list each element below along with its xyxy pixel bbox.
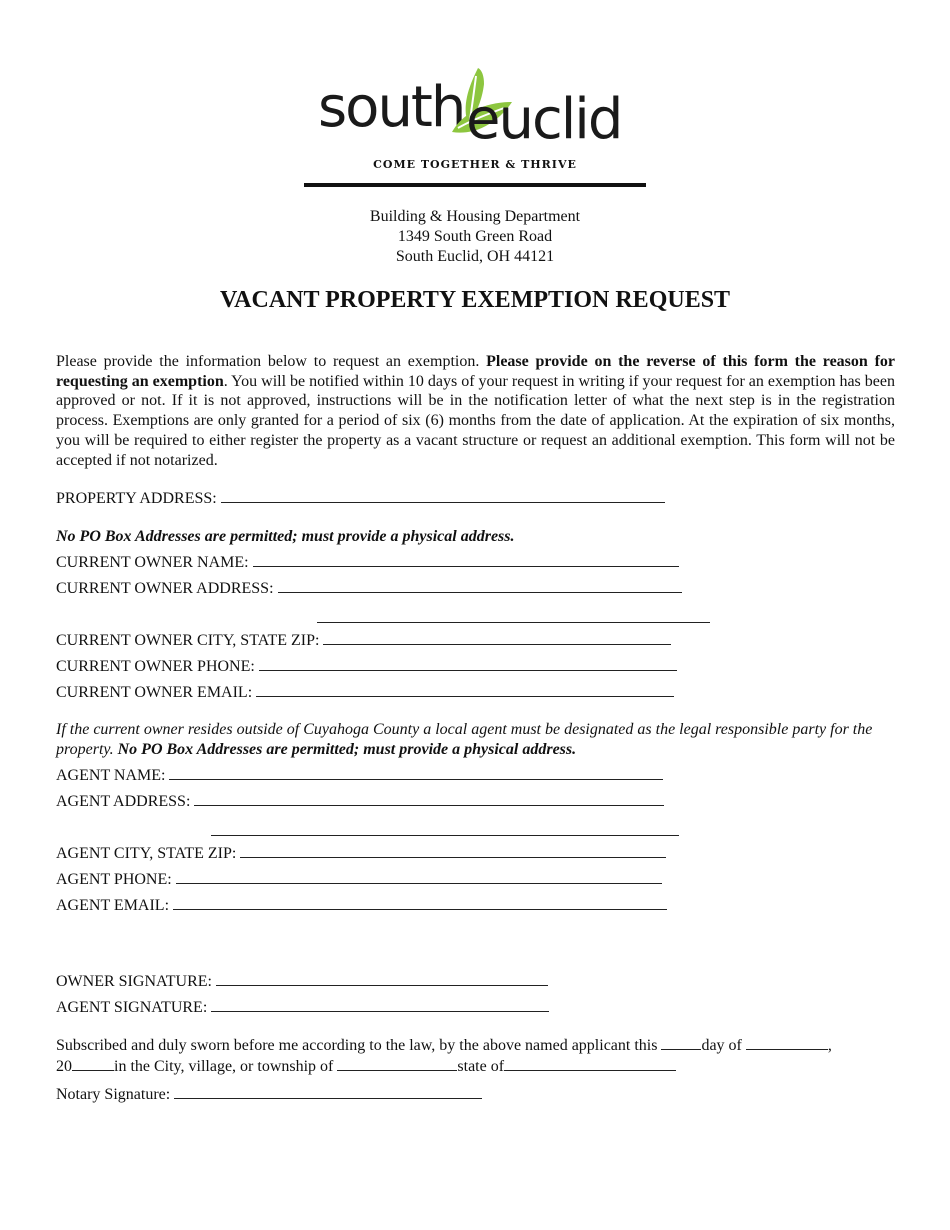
agent-email-row bbox=[56, 895, 667, 916]
logo-word-euclid: euclid bbox=[466, 87, 622, 152]
sworn-text-5: state of bbox=[457, 1058, 505, 1075]
notary-signature-label: Notary Signature: bbox=[56, 1086, 171, 1103]
agent-note-text: If the current owner resides outside of Cuyahoga County a local agent must be designated as the legal responsible party for the property. bbox=[56, 721, 873, 758]
agent-phone-field[interactable] bbox=[176, 869, 662, 884]
agent-address-label: AGENT ADDRESS: bbox=[56, 793, 191, 810]
agent-city-field[interactable] bbox=[240, 843, 666, 858]
owner-email-label: CURRENT OWNER EMAIL: bbox=[56, 684, 253, 701]
owner-city-field[interactable] bbox=[323, 630, 671, 645]
intro-text-1: Please provide the information below to request an exemption. bbox=[56, 353, 487, 370]
agent-email-label: AGENT EMAIL: bbox=[56, 897, 170, 914]
sworn-text-4: in the City, village, or township of bbox=[114, 1058, 338, 1075]
intro-bold-text: Please provide on the reverse of this form the reason for requesting an exemption bbox=[56, 353, 895, 390]
owner-phone-row bbox=[56, 656, 677, 677]
owner-signature-label: OWNER SIGNATURE: bbox=[56, 973, 212, 990]
owner-address-row bbox=[56, 578, 682, 599]
department-name: Building & Housing Department bbox=[369, 208, 581, 225]
department-address bbox=[0, 207, 950, 267]
agent-address-field[interactable] bbox=[194, 791, 664, 806]
owner-name-label: CURRENT OWNER NAME: bbox=[56, 554, 249, 571]
owner-phone-field[interactable] bbox=[259, 656, 677, 671]
intro-text-2: . You will be notified within 10 days of your request in writing if your request for an exemption has been approved or not. If it is not approved, instructions will be in the notification letter of what the next step is in the registration process. Exemptions are only granted for a period of six (6) months from the date of application. At the expiration of six months, you will be required to either register the property as a vacant structure or request an additional exemption. This form will not be accepted if not notarized. bbox=[56, 372, 895, 469]
sworn-text-2: day of bbox=[701, 1037, 746, 1054]
agent-signature-label: AGENT SIGNATURE: bbox=[56, 999, 208, 1016]
agent-name-field[interactable] bbox=[169, 765, 663, 780]
agent-name-row bbox=[56, 765, 663, 786]
owner-address-label: CURRENT OWNER ADDRESS: bbox=[56, 580, 274, 597]
owner-name-row bbox=[56, 552, 679, 573]
owner-city-row bbox=[56, 630, 671, 651]
sworn-text-3: , bbox=[827, 1037, 832, 1054]
department-city: South Euclid, OH 44121 bbox=[395, 248, 555, 265]
agent-note bbox=[56, 720, 896, 760]
sworn-statement bbox=[56, 1035, 891, 1077]
owner-address-field[interactable] bbox=[278, 578, 682, 593]
township-field[interactable] bbox=[337, 1056, 457, 1071]
owner-email-field[interactable] bbox=[256, 682, 674, 697]
department-street: 1349 South Green Road bbox=[397, 228, 553, 245]
property-address-label: PROPERTY ADDRESS: bbox=[56, 490, 217, 507]
notary-signature-row bbox=[56, 1084, 482, 1105]
agent-phone-label: AGENT PHONE: bbox=[56, 871, 172, 888]
agent-signature-row bbox=[56, 997, 549, 1018]
owner-phone-label: CURRENT OWNER PHONE: bbox=[56, 658, 255, 675]
header-rule bbox=[304, 183, 646, 187]
agent-city-row bbox=[56, 843, 666, 864]
owner-city-label: CURRENT OWNER CITY, STATE ZIP: bbox=[56, 632, 320, 649]
month-field[interactable] bbox=[746, 1035, 828, 1050]
agent-address-field-line-2[interactable] bbox=[211, 835, 679, 836]
owner-address-field-line-2[interactable] bbox=[317, 622, 710, 623]
intro-paragraph bbox=[56, 352, 895, 470]
agent-address-row bbox=[56, 791, 664, 812]
agent-note-bold: No PO Box Addresses are permitted; must provide a physical address. bbox=[117, 741, 577, 758]
owner-email-row bbox=[56, 682, 674, 703]
day-field[interactable] bbox=[661, 1035, 701, 1050]
agent-name-label: AGENT NAME: bbox=[56, 767, 166, 784]
notary-signature-field[interactable] bbox=[174, 1084, 482, 1099]
agent-signature-field[interactable] bbox=[211, 997, 549, 1012]
property-address-field[interactable] bbox=[221, 488, 665, 503]
page-title: VACANT PROPERTY EXEMPTION REQUEST bbox=[219, 287, 731, 313]
agent-city-label: AGENT CITY, STATE ZIP: bbox=[56, 845, 237, 862]
owner-name-field[interactable] bbox=[253, 552, 679, 567]
property-address-row bbox=[56, 488, 665, 509]
owner-signature-row bbox=[56, 971, 548, 992]
owner-signature-field[interactable] bbox=[216, 971, 548, 986]
city-logo bbox=[300, 62, 650, 192]
po-box-note: No PO Box Addresses are permitted; must provide a physical address. bbox=[56, 528, 515, 545]
logo-tagline: COME TOGETHER & THRIVE bbox=[373, 158, 577, 171]
year-field[interactable] bbox=[72, 1056, 114, 1071]
agent-phone-row bbox=[56, 869, 662, 890]
logo-word-south: south bbox=[318, 75, 465, 140]
sworn-text-1: Subscribed and duly sworn before me according to the law, by the above named applicant this bbox=[56, 1037, 662, 1054]
agent-email-field[interactable] bbox=[173, 895, 667, 910]
state-field[interactable] bbox=[504, 1056, 676, 1071]
year-prefix: 20 bbox=[56, 1058, 72, 1075]
